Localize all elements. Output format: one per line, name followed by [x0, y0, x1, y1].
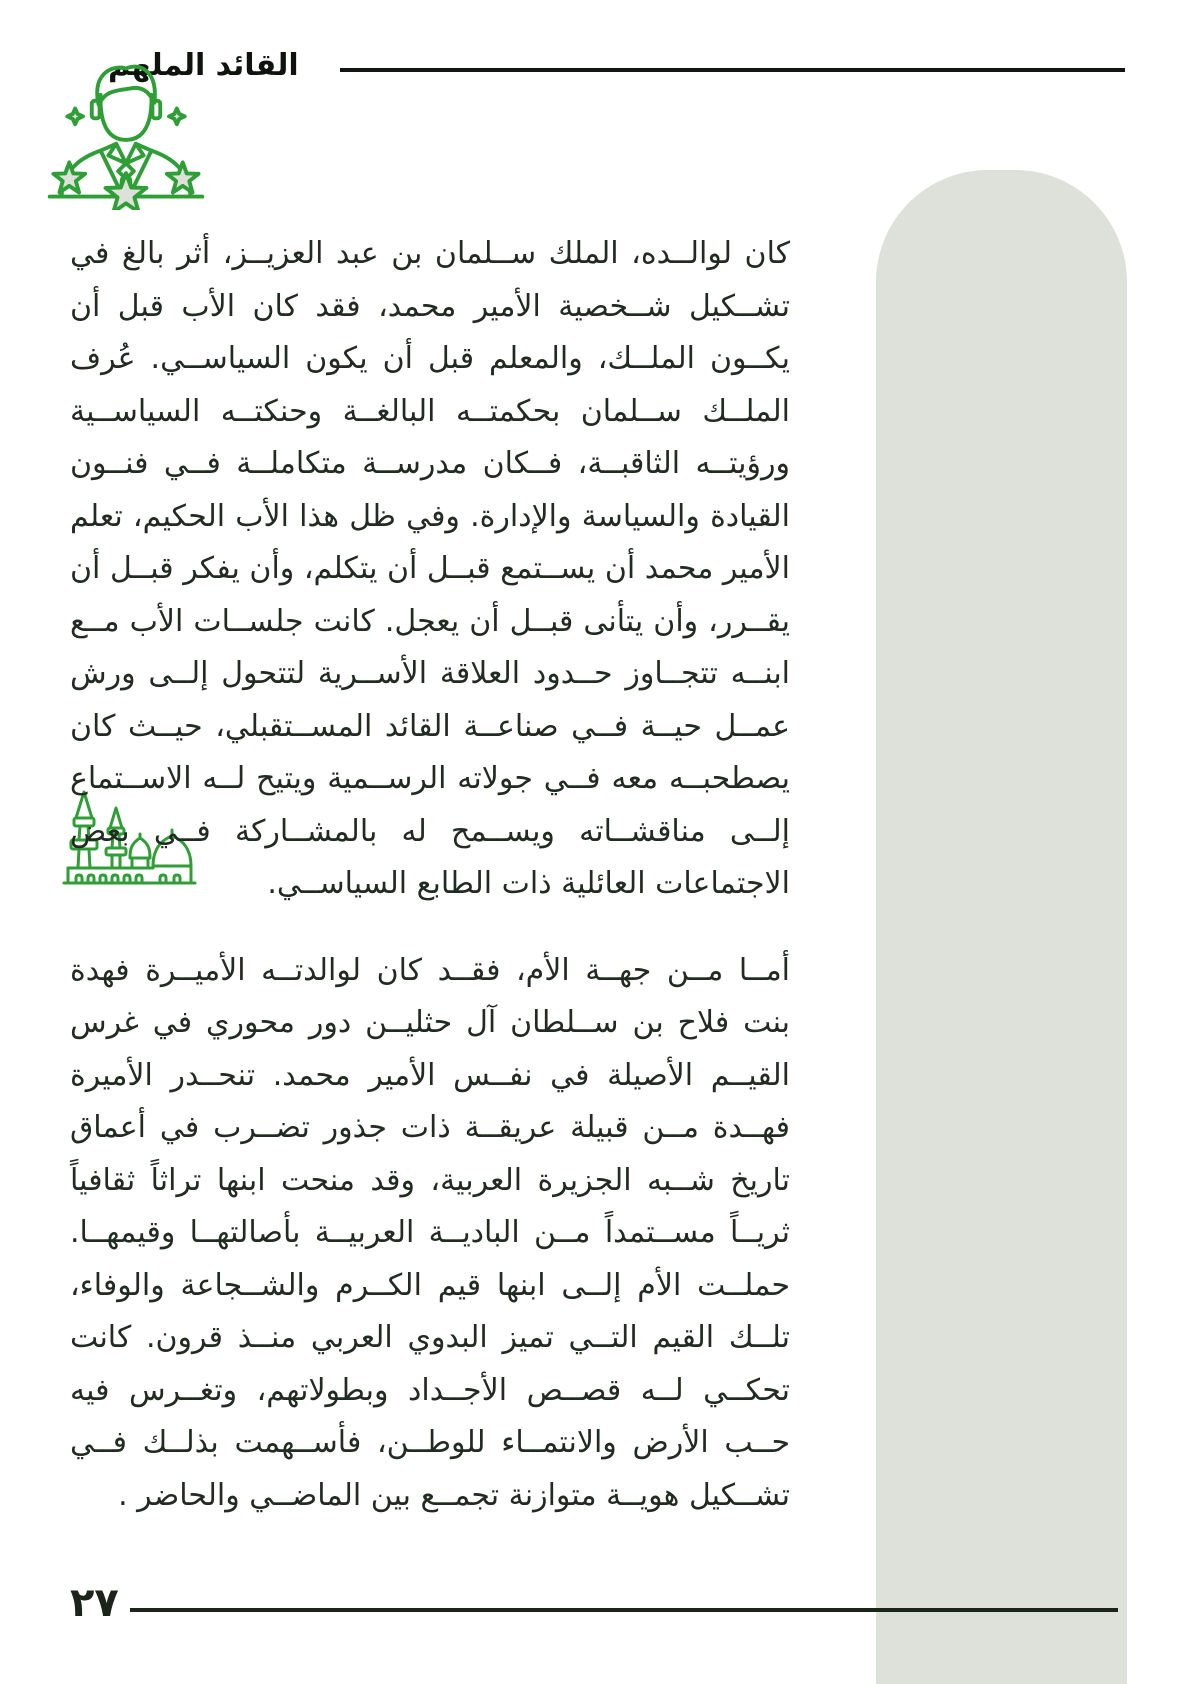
decorative-side-panel: [876, 170, 1127, 1684]
body-text: [70, 228, 790, 1522]
footer-rule: [130, 1608, 1118, 1612]
header-rule: [340, 68, 1125, 72]
page-title: القائد الملهم: [108, 48, 299, 83]
paragraph-father: كان لوالــده، الملك ســلمان بن عبد العزيــز، أثر بالغ في تشــكيل شــخصية الأمير محمد، فقد كان الأب قبل أن يكــون الملــك، والمعلم قبل أن يكون السياســي. عُرف الملــك ســلمان بحكمتــه البالغــة وحنكتــه السياســية ورؤيتــه الثاقبــة، فــكان مدرســة متكاملــة فــي فنــون القيادة والسياسة والإدارة. وفي ظل هذا الأب الحكيم، تعلم الأمير محمد أن يســتمع قبــل أن يتكلم، وأن يفكر قبــل أن يقــرر، وأن يتأنى قبــل أن يعجل. كانت جلســات الأب مــع ابنــه تتجــاوز حــدود العلاقة الأســرية لتتحول إلــى ورش عمــل حيــة فــي صناعــة القائد المســتقبلي، حيــث كان يصطحبــه معه فــي جولاته الرســمية ويتيح لــه الاســتماع إلــى مناقشــاته ويســمح له بالمشــاركة فــي بعض الاجتماعات العائلية ذات الطابع السياســي.: [70, 236, 790, 901]
paragraph-mother: أمــا مــن جهــة الأم، فقــد كان لوالدتــه الأميــرة فهدة بنت فلاح بن ســلطان آل حثليــن دور محوري في غرس القيــم الأصيلة في نفــس الأمير محمد. تنحــدر الأميرة فهــدة مــن قبيلة عريقــة ذات جذور تضــرب في أعماق تاريخ شــبه الجزيرة العربية، وقد منحت ابنها تراثاً ثقافياً ثريــاً مســتمداً مــن الباديــة العربيــة بأصالتهــا وقيمهــا. حملــت الأم إلــى ابنها قيم الكــرم والشــجاعة والوفاء، تلــك القيم التــي تميز البدوي العربي منــذ قرون. كانت تحكــي لــه قصــص الأجــداد وبطولاتهم، وتغــرس فيه حــب الأرض والانتمــاء للوطــن، فأســهمت بذلــك فــي تشــكيل هويــة متوازنة تجمــع بين الماضــي والحاضر .: [70, 952, 790, 1513]
leader-with-stars-icon: [0, 58, 251, 210]
page-number: ٢٧: [70, 1580, 119, 1626]
